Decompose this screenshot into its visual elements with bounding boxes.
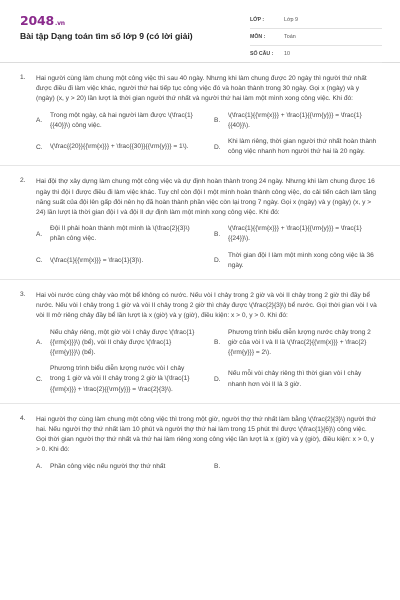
answer-option-c[interactable]: [36, 251, 200, 271]
option-text: Nếu chảy riêng, một giờ vòi I chảy được \(\frac{1}{{\rm{x}}}\) (bể), vòi II chảy được \(\frac{1}{{\rm{y}}}\) (bể).: [50, 328, 195, 357]
option-text: Khi làm riêng, thời gian người thứ nhất hoàn thành công việc nhanh hơn người thứ hai là 20 ngày.: [228, 138, 377, 156]
option-text: Phương trình biểu diễn lượng nước vòi I chảy trong 1 giờ và vòi II chảy trong 2 giờ là \(\frac{1}{{\rm{x}}} + \frac{2}{{\rm{y}}} = \frac{2}{3}\).: [50, 365, 190, 393]
answer-option-c[interactable]: [36, 137, 200, 157]
option-text: Phương trình biểu diễn lượng nước chảy trong 2 giờ của vòi I và II là \(\frac{2}{{\rm{x}}} + \frac{2}{{\rm{y}}} = 2\).: [228, 328, 371, 357]
meta-info-box: [250, 12, 382, 63]
option-text: Trong một ngày, cả hai người làm được \(\frac{1}{{40}}\) công việc.: [50, 111, 193, 129]
answer-option-b[interactable]: [214, 224, 378, 244]
option-letter: A.: [36, 117, 43, 125]
question-stem: Hai người cùng làm chung một công việc thì sau 40 ngày. Nhưng khi làm chung được 20 ngày thì người thứ nhất được điều đi làm việc khác, người thứ hai tiếp tục công việc đó và hoàn thành trong 30 ngày. Gọi x (ngày) và y (ngày) (x, y > 20) lần lượt là thời gian người thứ nhất và người thứ hai làm một mình xong công việc. Khi đó:: [36, 75, 367, 103]
answer-options: [36, 111, 378, 166]
option-letter: A.: [36, 230, 43, 238]
option-letter: B.: [214, 339, 221, 347]
meta-row-subject: [250, 29, 382, 46]
question-stem: Hai người thợ cùng làm chung một công việc thì trong một giờ, người thợ thứ nhất làm bằng \(\frac{2}{3}\) người thứ hai. Nếu người thợ thứ nhất làm 10 phút và người thợ thứ hai làm trong 15 phút thì được \(\frac{1}{6}\) công việc. Gọi thời gian người thợ thứ nhất và thứ hai làm riêng xong công việc lần lượt là x (giờ) và y (giờ), điều kiện: x > 0, y > 0. Khi đó:: [36, 415, 377, 454]
page-header: [0, 0, 400, 63]
meta-value: Toán: [284, 34, 296, 40]
page-title: Bài tập Dạng toán tìm số lớp 9 (có lời giải): [20, 31, 193, 41]
logo-suffix-text: .vn: [55, 20, 65, 27]
option-letter: D.: [214, 257, 221, 265]
answer-options: [36, 224, 378, 279]
answer-option-a[interactable]: [36, 111, 200, 131]
question-number: 3.: [20, 291, 26, 299]
option-letter: B.: [214, 463, 221, 471]
answer-options: [36, 462, 378, 480]
answer-option-c[interactable]: [36, 364, 200, 395]
question-number: 1.: [20, 74, 26, 81]
option-letter: A.: [36, 463, 43, 471]
answer-option-d[interactable]: [214, 364, 378, 395]
answer-option-d[interactable]: [214, 251, 378, 271]
option-text: \(\frac{1}{{\rm{x}}} + \frac{1}{{\rm{y}}} = \frac{1}{{40}}\).: [228, 111, 362, 129]
meta-label: MÔN :: [250, 34, 266, 40]
option-letter: B.: [214, 117, 221, 125]
option-letter: D.: [214, 143, 221, 151]
option-text: \(\frac{1}{{\rm{x}}} + \frac{1}{{\rm{y}}} = \frac{1}{{24}}\).: [228, 225, 362, 243]
answer-options: [36, 328, 378, 403]
answer-option-b[interactable]: [214, 328, 378, 359]
option-text: \(\frac{{20}}{{\rm{x}}} + \frac{{30}}{{\rm{y}}} = 1\).: [50, 143, 189, 151]
question-list: [0, 74, 400, 491]
meta-value: Lớp 9: [284, 17, 299, 23]
option-letter: D.: [214, 376, 221, 384]
answer-option-b[interactable]: [214, 462, 378, 472]
option-text: Đội II phải hoàn thành một mình là \(\frac{2}{3}\) phần công việc.: [50, 225, 190, 243]
question-item: [0, 74, 400, 166]
option-letter: B.: [214, 230, 221, 238]
meta-row-class: [250, 12, 382, 29]
option-letter: C.: [36, 143, 43, 151]
meta-row-count: [250, 46, 382, 63]
option-text: \(\frac{1}{{\rm{x}}} = \frac{1}{3}\).: [50, 256, 144, 264]
answer-option-a[interactable]: [36, 328, 200, 359]
meta-value: 10: [284, 51, 290, 57]
question-item: [0, 291, 400, 404]
answer-option-a[interactable]: [36, 224, 200, 244]
site-logo[interactable]: [20, 13, 65, 28]
option-letter: C.: [36, 257, 43, 265]
meta-label: SỐ CÂU :: [250, 51, 274, 57]
question-number: 2.: [20, 177, 26, 185]
question-number: 4.: [20, 414, 26, 422]
question-stem: Hai đội thợ xây dựng làm chung một công việc và dự định hoàn thành trong 24 ngày. Nhưng khi làm chung được 16 ngày thì đội I được điều đi làm việc khác. Tuy chỉ còn đội I một mình hoàn thành công việc, do cải tiến cách làm tăng năng suất của đội lên gấp đôi nên họ đã hoàn thành phần việc còn lại trong 7 ngày. Gọi x (ngày) và y (ngày) (x, y > 24) lần lượt là thời gian đội I và đội II dự định làm một mình xong công việc. Khi đó:: [36, 178, 377, 217]
option-letter: C.: [36, 376, 43, 384]
question-item: [0, 177, 400, 280]
option-text: Phần công việc nếu người thợ thứ nhất: [50, 462, 166, 470]
answer-option-b[interactable]: [214, 111, 378, 131]
question-stem: Hai vòi nước cùng chảy vào một bể không có nước. Nếu vòi I chảy trong 2 giờ và vòi II chảy trong 2 giờ thì đầy bể nước. Nếu vòi I chảy trong 1 giờ và vòi II chảy trong 2 giờ thì chảy được \(\frac{2}{3}\) bể nước. Gọi thời gian vòi I và vòi II mở riêng chảy đầy bể lần lượt là x (giờ) và y (giờ), điều kiện: x > 0, y > 0. Khi đó:: [36, 292, 377, 320]
answer-option-d[interactable]: [214, 137, 378, 157]
answer-option-a[interactable]: [36, 462, 200, 472]
option-text: Thời gian đội I làm một mình xong công việc là 36 ngày.: [228, 251, 374, 269]
question-item: [0, 415, 400, 480]
logo-main-text: 2048: [20, 13, 54, 28]
meta-label: LỚP :: [250, 17, 265, 23]
option-letter: A.: [36, 339, 43, 347]
option-text: Nếu mỗi vòi chảy riêng thì thời gian vòi I chảy nhanh hơn vòi II là 3 giờ.: [228, 370, 362, 388]
